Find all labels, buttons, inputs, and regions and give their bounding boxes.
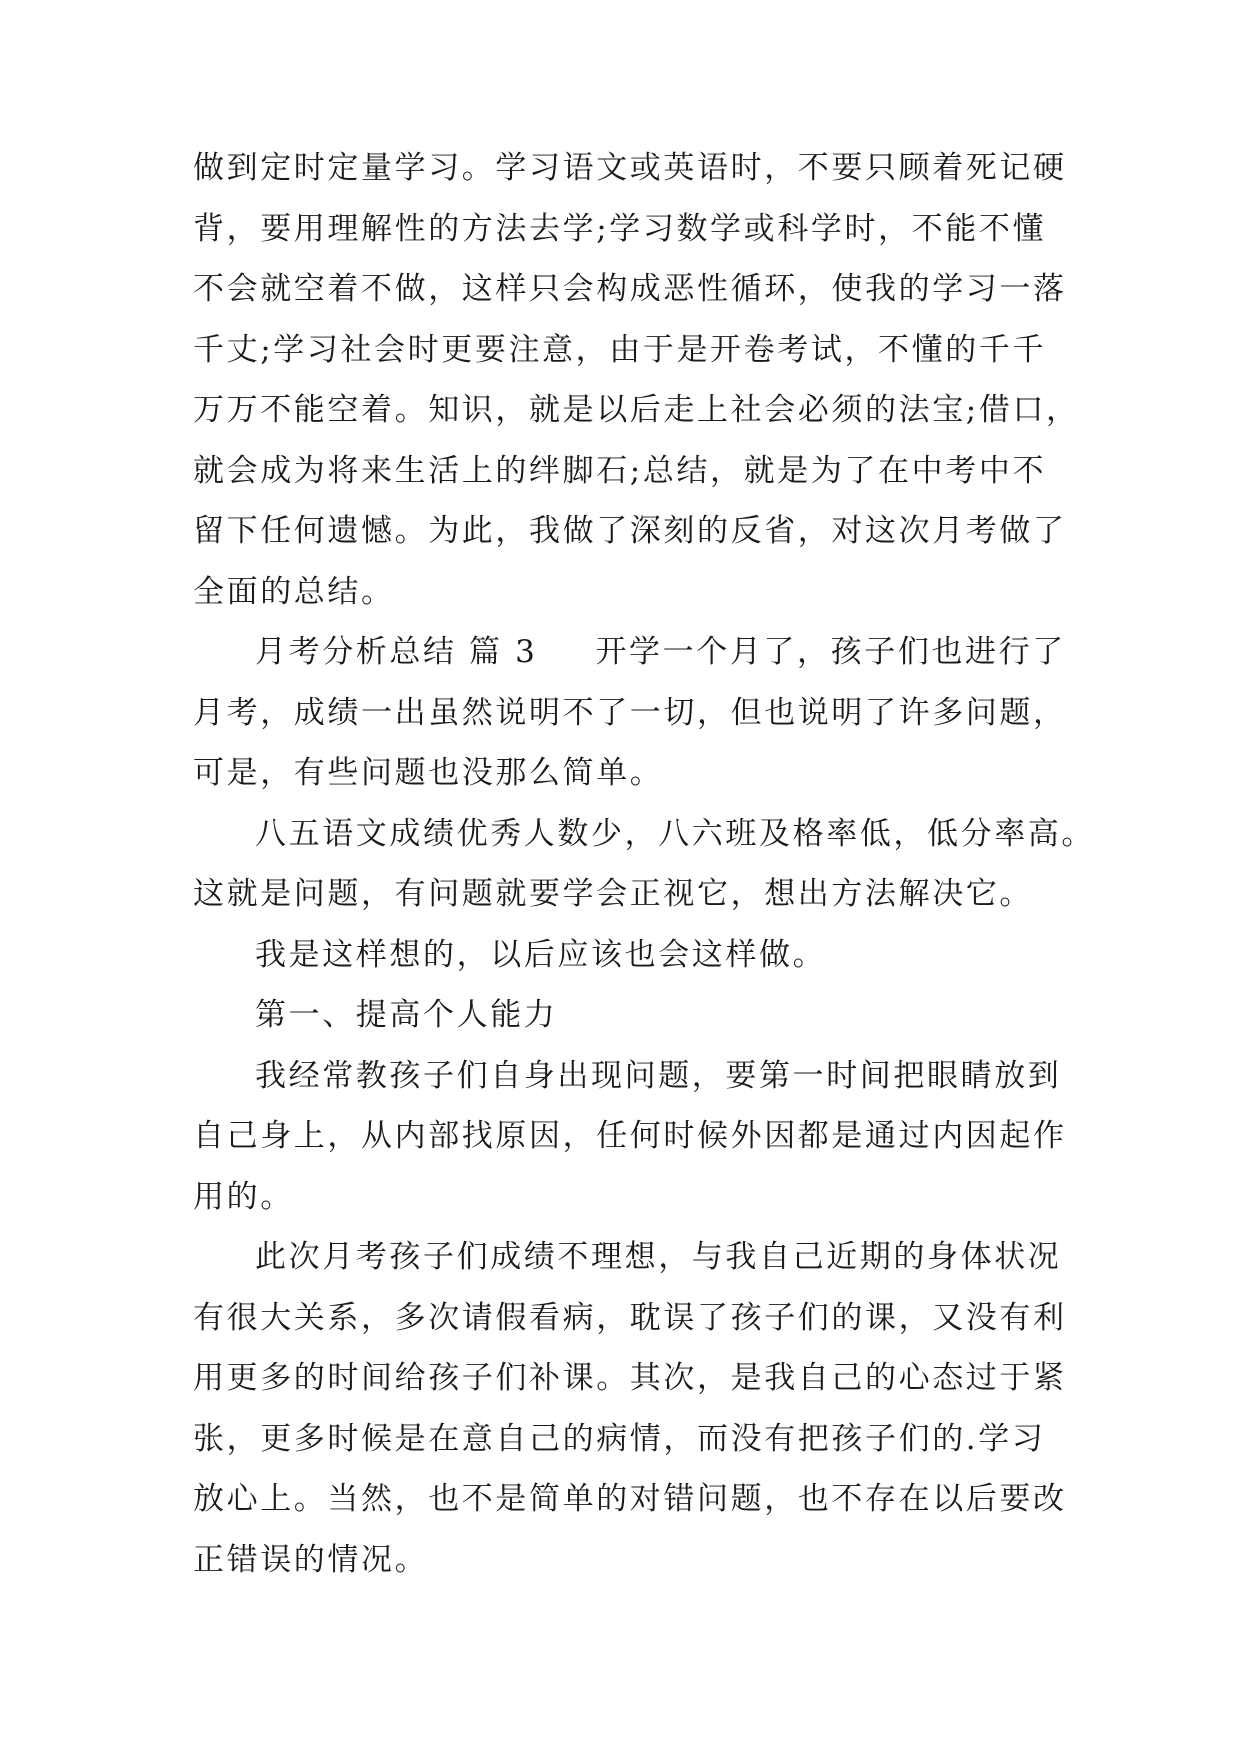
text-line: 全面的总结。	[193, 573, 395, 610]
text-line: 背，要用理解性的方法去学;学习数学或科学时，不能不懂	[193, 210, 1047, 247]
paragraph	[193, 138, 1080, 622]
text-line: 我是这样想的，以后应该也会这样做。	[255, 936, 827, 973]
text-line: 月考，成绩一出虽然说明不了一切，但也说明了许多问题，	[193, 694, 1067, 731]
document-body	[193, 138, 1095, 1590]
text-line	[193, 622, 1066, 683]
text-line: 这就是问题，有问题就要学会正视它，想出方法解决它。	[193, 876, 1033, 912]
text-line: 有很大关系，多次请假看病，耽误了孩子们的课，又没有利	[193, 1299, 1067, 1336]
text-line: 自己身上，从内部找原因，任何时候外因都是通过内因起作	[193, 1118, 1067, 1154]
text-line: 放心上。当然，也不是简单的对错问题，也不存在以后要改	[193, 1481, 1067, 1517]
text-line: 八五语文成绩优秀人数少，八六班及格率低，低分率高。	[255, 815, 1095, 852]
paragraph	[193, 925, 1053, 986]
paragraph	[193, 985, 1053, 1046]
text-line: 我经常教孩子们自身出现问题，要第一时间把眼睛放到	[255, 1057, 1062, 1094]
paragraph	[193, 1227, 1067, 1590]
text-line: 千丈;学习社会时更要注意，由于是开卷考试，不懂的千千	[193, 331, 1047, 368]
text-line: 正错误的情况。	[193, 1541, 429, 1578]
paragraph	[193, 1046, 1067, 1228]
subheading-line: 第一、提高个人能力	[255, 997, 558, 1033]
text-line: 做到定时定量学习。学习语文或英语时，不要只顾着死记硬	[193, 150, 1067, 186]
text-line: 不会就空着不做，这样只会构成恶性循环，使我的学习一落	[193, 271, 1067, 307]
text-line: 此次月考孩子们成绩不理想，与我自己近期的身体状况	[255, 1239, 1062, 1275]
text-line: 用的。	[193, 1178, 294, 1215]
paragraph	[193, 804, 1095, 925]
text-line: 就会成为将来生活上的绊脚石;总结，就是为了在中考中不	[193, 452, 1047, 489]
text-fragment: 开学一个月了，孩子们也进行了	[595, 634, 1066, 670]
paragraph	[193, 622, 1067, 804]
text-line: 用更多的时间给孩子们补课。其次，是我自己的心态过于紧	[193, 1360, 1067, 1396]
text-line: 留下任何遗憾。为此，我做了深刻的反省，对这次月考做了	[193, 513, 1067, 549]
section-heading: 月考分析总结 篇 3	[255, 634, 538, 670]
text-line: 可是，有些问题也没那么简单。	[193, 755, 664, 791]
text-line: 张，更多时候是在意自己的病情，而没有把孩子们的.学习	[193, 1420, 1046, 1457]
text-line: 万万不能空着。知识，就是以后走上社会必须的法宝;借口，	[193, 392, 1080, 428]
